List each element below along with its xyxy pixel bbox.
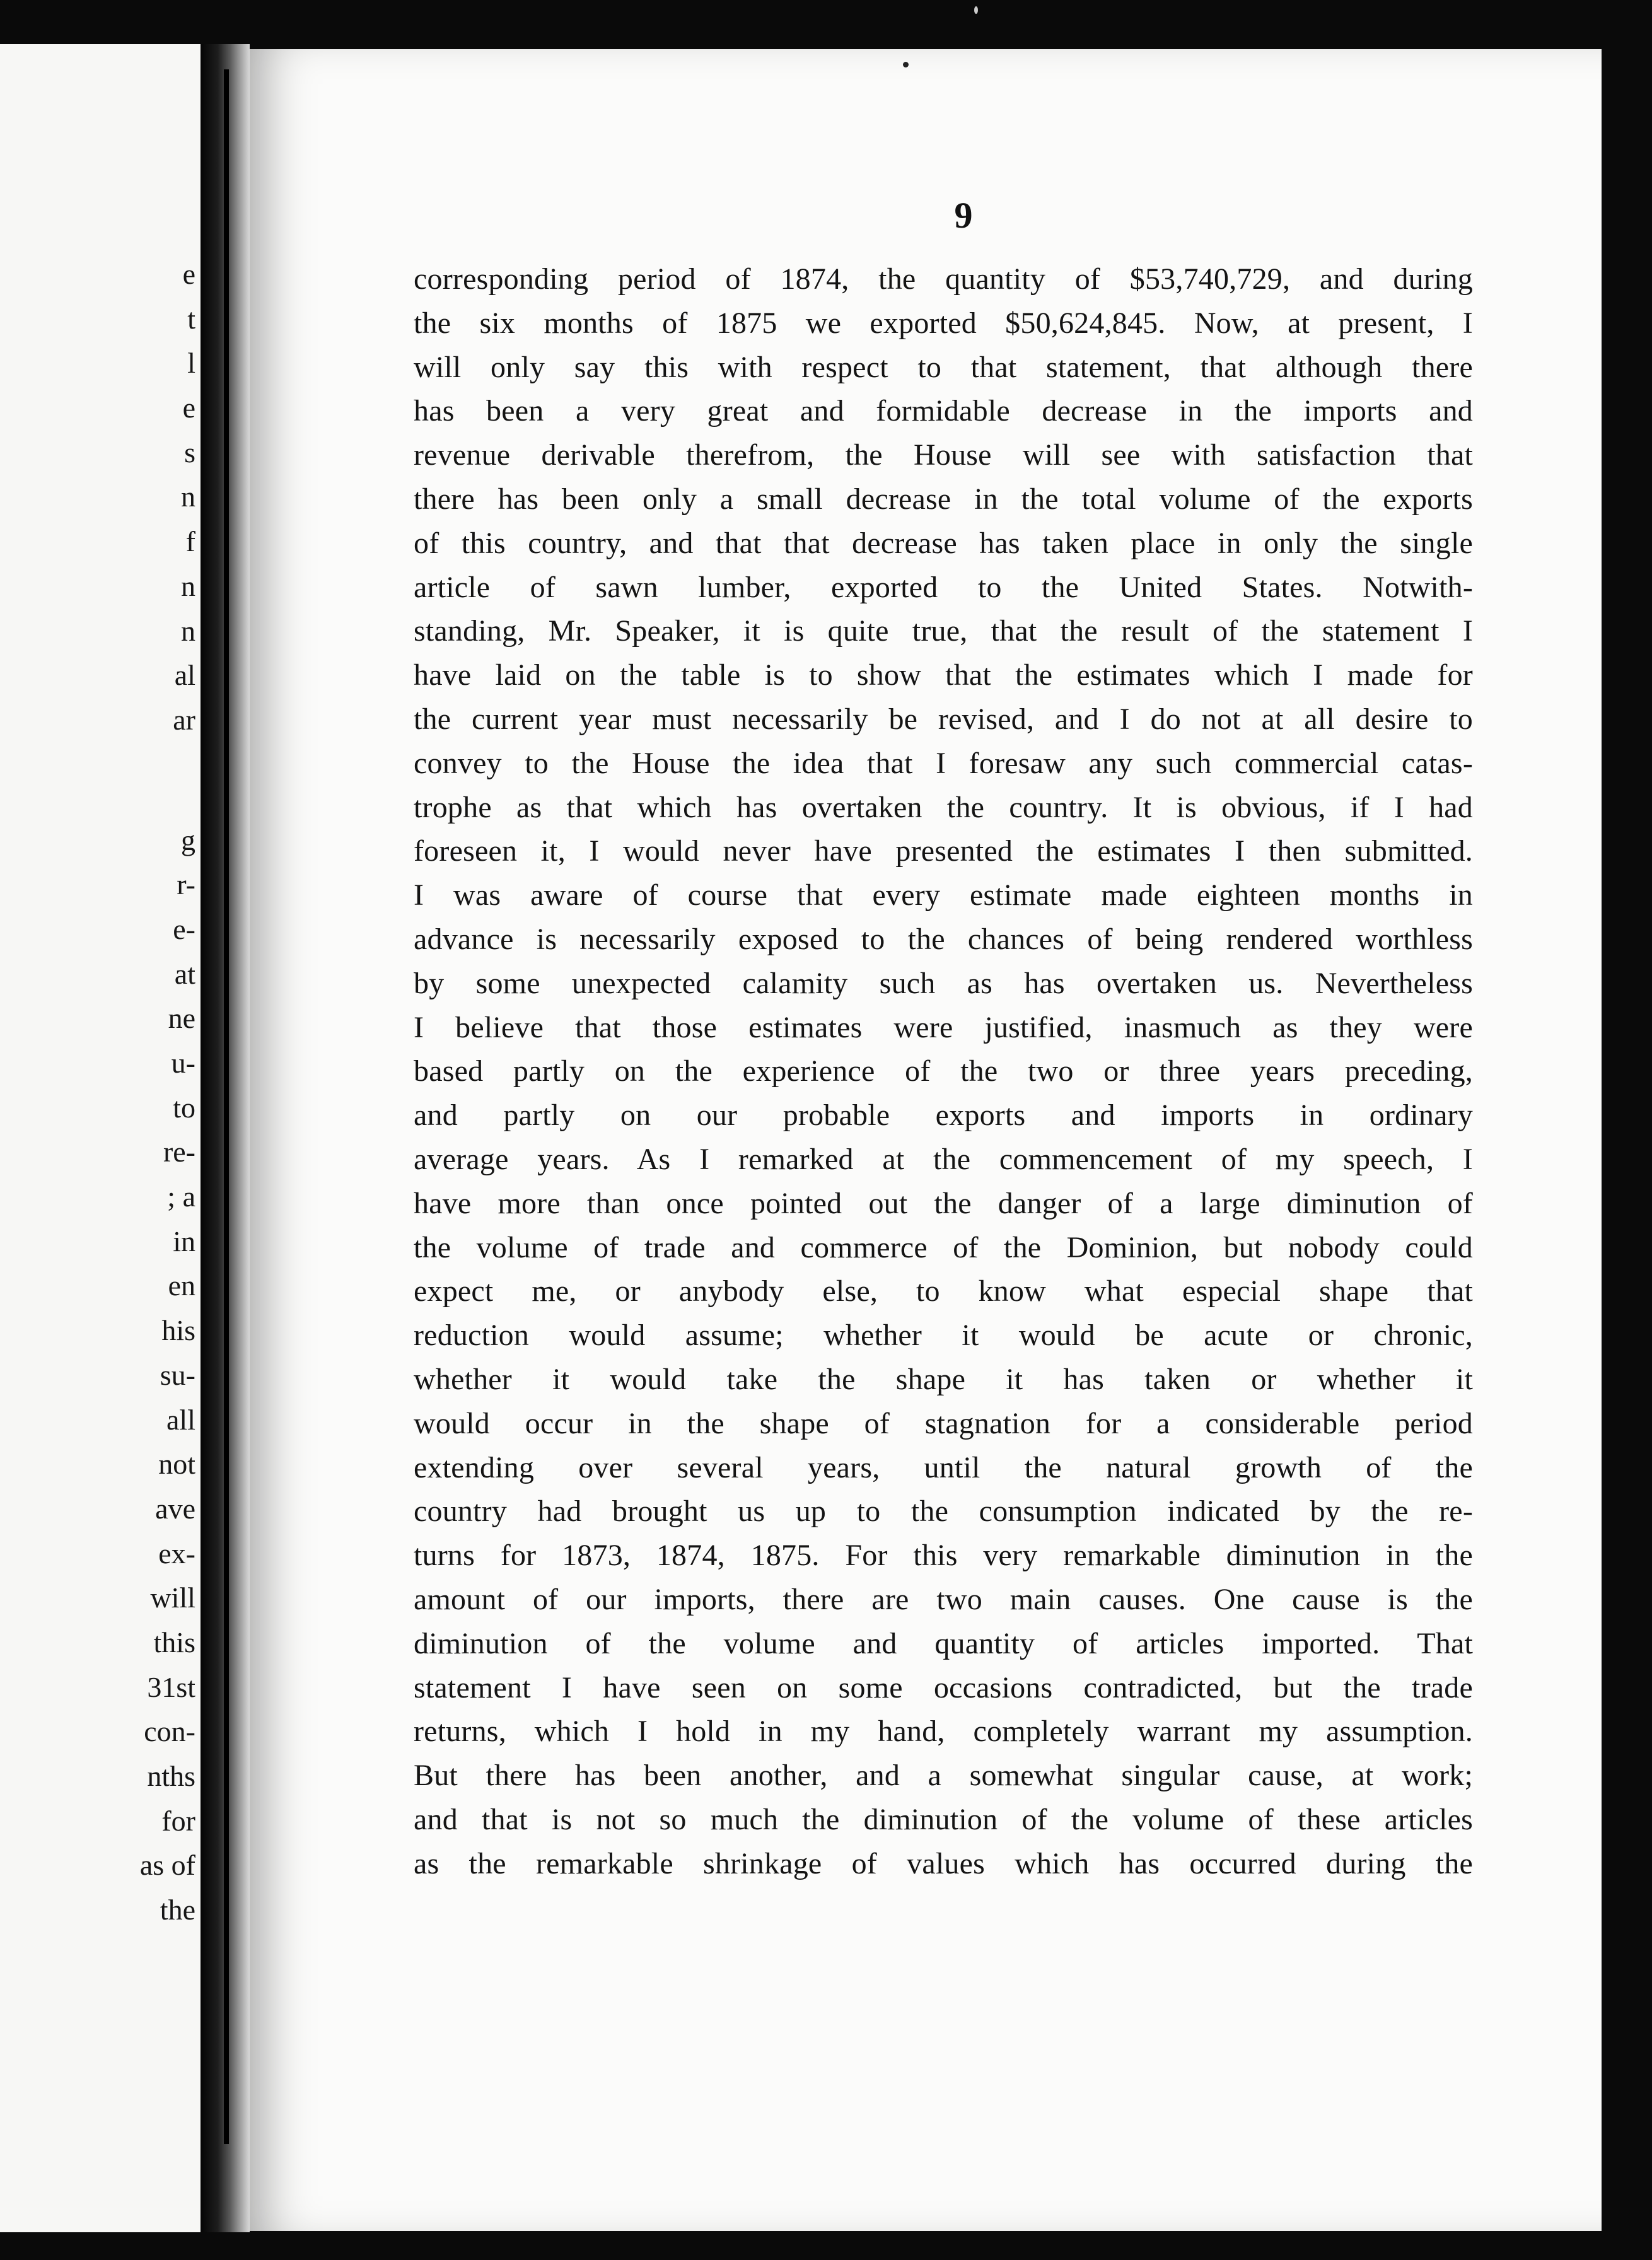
- text-line: trophe as that which has overtaken the country. It is obvious, if I had: [414, 790, 1473, 824]
- left-fragment: g: [181, 824, 195, 856]
- text-line: diminution of the volume and quantity of articles imported. That: [414, 1626, 1473, 1660]
- left-fragment: at: [174, 957, 195, 990]
- text-line: But there has been another, and a somewhat singular cause, at work;: [414, 1759, 1473, 1793]
- text-line: corresponding period of 1874, the quantity of $53,740,729, and during: [414, 262, 1473, 296]
- left-fragment: to: [173, 1091, 195, 1124]
- text-line: the volume of trade and commerce of the Dominion, but nobody could: [414, 1230, 1473, 1264]
- text-line: would occur in the shape of stagnation for a considerable period: [414, 1406, 1473, 1440]
- text-line: article of sawn lumber, exported to the United States. Notwith-: [414, 570, 1473, 604]
- text-line: and that is not so much the diminution of the volume of these articles: [414, 1802, 1473, 1836]
- left-fragment: as of: [139, 1849, 195, 1882]
- scan-speck: [974, 6, 978, 14]
- left-fragment: f: [185, 525, 195, 558]
- binding-edge-line: [224, 69, 229, 2144]
- left-fragment: re-: [163, 1136, 195, 1168]
- text-line: convey to the House the idea that I foresaw any such commercial catas-: [414, 746, 1473, 780]
- left-fragment: nths: [147, 1760, 195, 1792]
- left-fragment: e: [182, 392, 195, 424]
- left-fragment: ex-: [158, 1537, 195, 1570]
- left-fragment: en: [168, 1269, 195, 1302]
- text-line: has been a very great and formidable decrease in the imports and: [414, 394, 1473, 428]
- left-fragment: the: [160, 1894, 195, 1926]
- text-line: returns, which I hold in my hand, completely warrant my assumption.: [414, 1715, 1473, 1749]
- text-line: expect me, or anybody else, to know what especial shape that: [414, 1274, 1473, 1308]
- left-fragment: con-: [144, 1715, 195, 1748]
- left-fragment: 31st: [147, 1670, 195, 1703]
- left-paragraph-gap: [6, 743, 195, 818]
- text-line: based partly on the experience of the two or three years preceding,: [414, 1054, 1473, 1088]
- left-fragment: this: [153, 1626, 195, 1658]
- text-line: there has been only a small decrease in the total volume of the exports: [414, 482, 1473, 516]
- left-fragment: ; a: [167, 1180, 195, 1213]
- text-line: of this country, and that that decrease has taken place in only the single: [414, 526, 1473, 560]
- text-line: I believe that those estimates were justified, inasmuch as they were: [414, 1010, 1473, 1044]
- left-fragment: r-: [177, 868, 195, 901]
- left-fragment: al: [174, 659, 195, 692]
- text-line: reduction would assume; whether it would be acute or chronic,: [414, 1319, 1473, 1353]
- left-fragment: in: [173, 1225, 195, 1257]
- text-line: by some unexpected calamity such as has overtaken us. Nevertheless: [414, 966, 1473, 1000]
- left-fragment: not: [158, 1448, 195, 1481]
- text-line: will only say this with respect to that statement, that although there: [414, 350, 1473, 384]
- page-number: 9: [954, 195, 973, 236]
- text-line: extending over several years, until the natural growth of the: [414, 1450, 1473, 1484]
- text-line: advance is necessarily exposed to the chances of being rendered worthless: [414, 922, 1473, 956]
- left-fragment: ave: [155, 1492, 195, 1525]
- left-page-text: [6, 252, 195, 1933]
- left-fragment: n: [181, 614, 195, 647]
- body-text: [414, 257, 1473, 1885]
- text-line: amount of our imports, there are two main causes. One cause is the: [414, 1582, 1473, 1616]
- text-line: the current year must necessarily be revised, and I do not at all desire to: [414, 702, 1473, 736]
- left-facing-page: [0, 44, 201, 2232]
- text-line: country had brought us up to the consumption indicated by the re-: [414, 1494, 1473, 1529]
- text-line: have laid on the table is to show that the estimates which I made for: [414, 658, 1473, 692]
- text-line: the six months of 1875 we exported $50,624,845. Now, at present, I: [414, 306, 1473, 340]
- text-line: turns for 1873, 1874, 1875. For this very remarkable diminution in the: [414, 1539, 1473, 1573]
- text-line: and partly on our probable exports and imports in ordinary: [414, 1098, 1473, 1133]
- left-fragment: t: [187, 302, 195, 335]
- left-fragment: ar: [173, 703, 195, 736]
- text-line: as the remarkable shrinkage of values which has occurred during the: [414, 1846, 1473, 1880]
- left-fragment: for: [161, 1804, 195, 1837]
- left-fragment: l: [187, 347, 195, 380]
- left-fragment: ne: [168, 1002, 195, 1035]
- text-line: foreseen it, I would never have presented the estimates I then submitted.: [414, 834, 1473, 868]
- left-fragment: e: [182, 258, 195, 290]
- left-fragment: e-: [173, 912, 195, 945]
- text-line: I was aware of course that every estimate made eighteen months in: [414, 878, 1473, 912]
- left-fragment: n: [181, 481, 195, 513]
- left-fragment: n: [181, 569, 195, 602]
- left-fragment: u-: [171, 1047, 195, 1079]
- left-fragment: s: [184, 436, 195, 469]
- left-fragment: his: [161, 1314, 195, 1347]
- text-line: standing, Mr. Speaker, it is quite true, that the result of the statement I: [414, 614, 1473, 648]
- left-fragment: all: [166, 1403, 195, 1436]
- text-line: whether it would take the shape it has taken or whether it: [414, 1362, 1473, 1396]
- left-fragment: su-: [160, 1358, 195, 1391]
- left-fragment: will: [150, 1581, 195, 1614]
- text-line: revenue derivable therefrom, the House will see with satisfaction that: [414, 438, 1473, 472]
- text-line: statement I have seen on some occasions contradicted, but the trade: [414, 1670, 1473, 1704]
- scan-speck: [903, 62, 909, 67]
- text-line: have more than once pointed out the danger of a large diminution of: [414, 1186, 1473, 1220]
- text-line: average years. As I remarked at the commencement of my speech, I: [414, 1142, 1473, 1176]
- main-page: [250, 49, 1602, 2231]
